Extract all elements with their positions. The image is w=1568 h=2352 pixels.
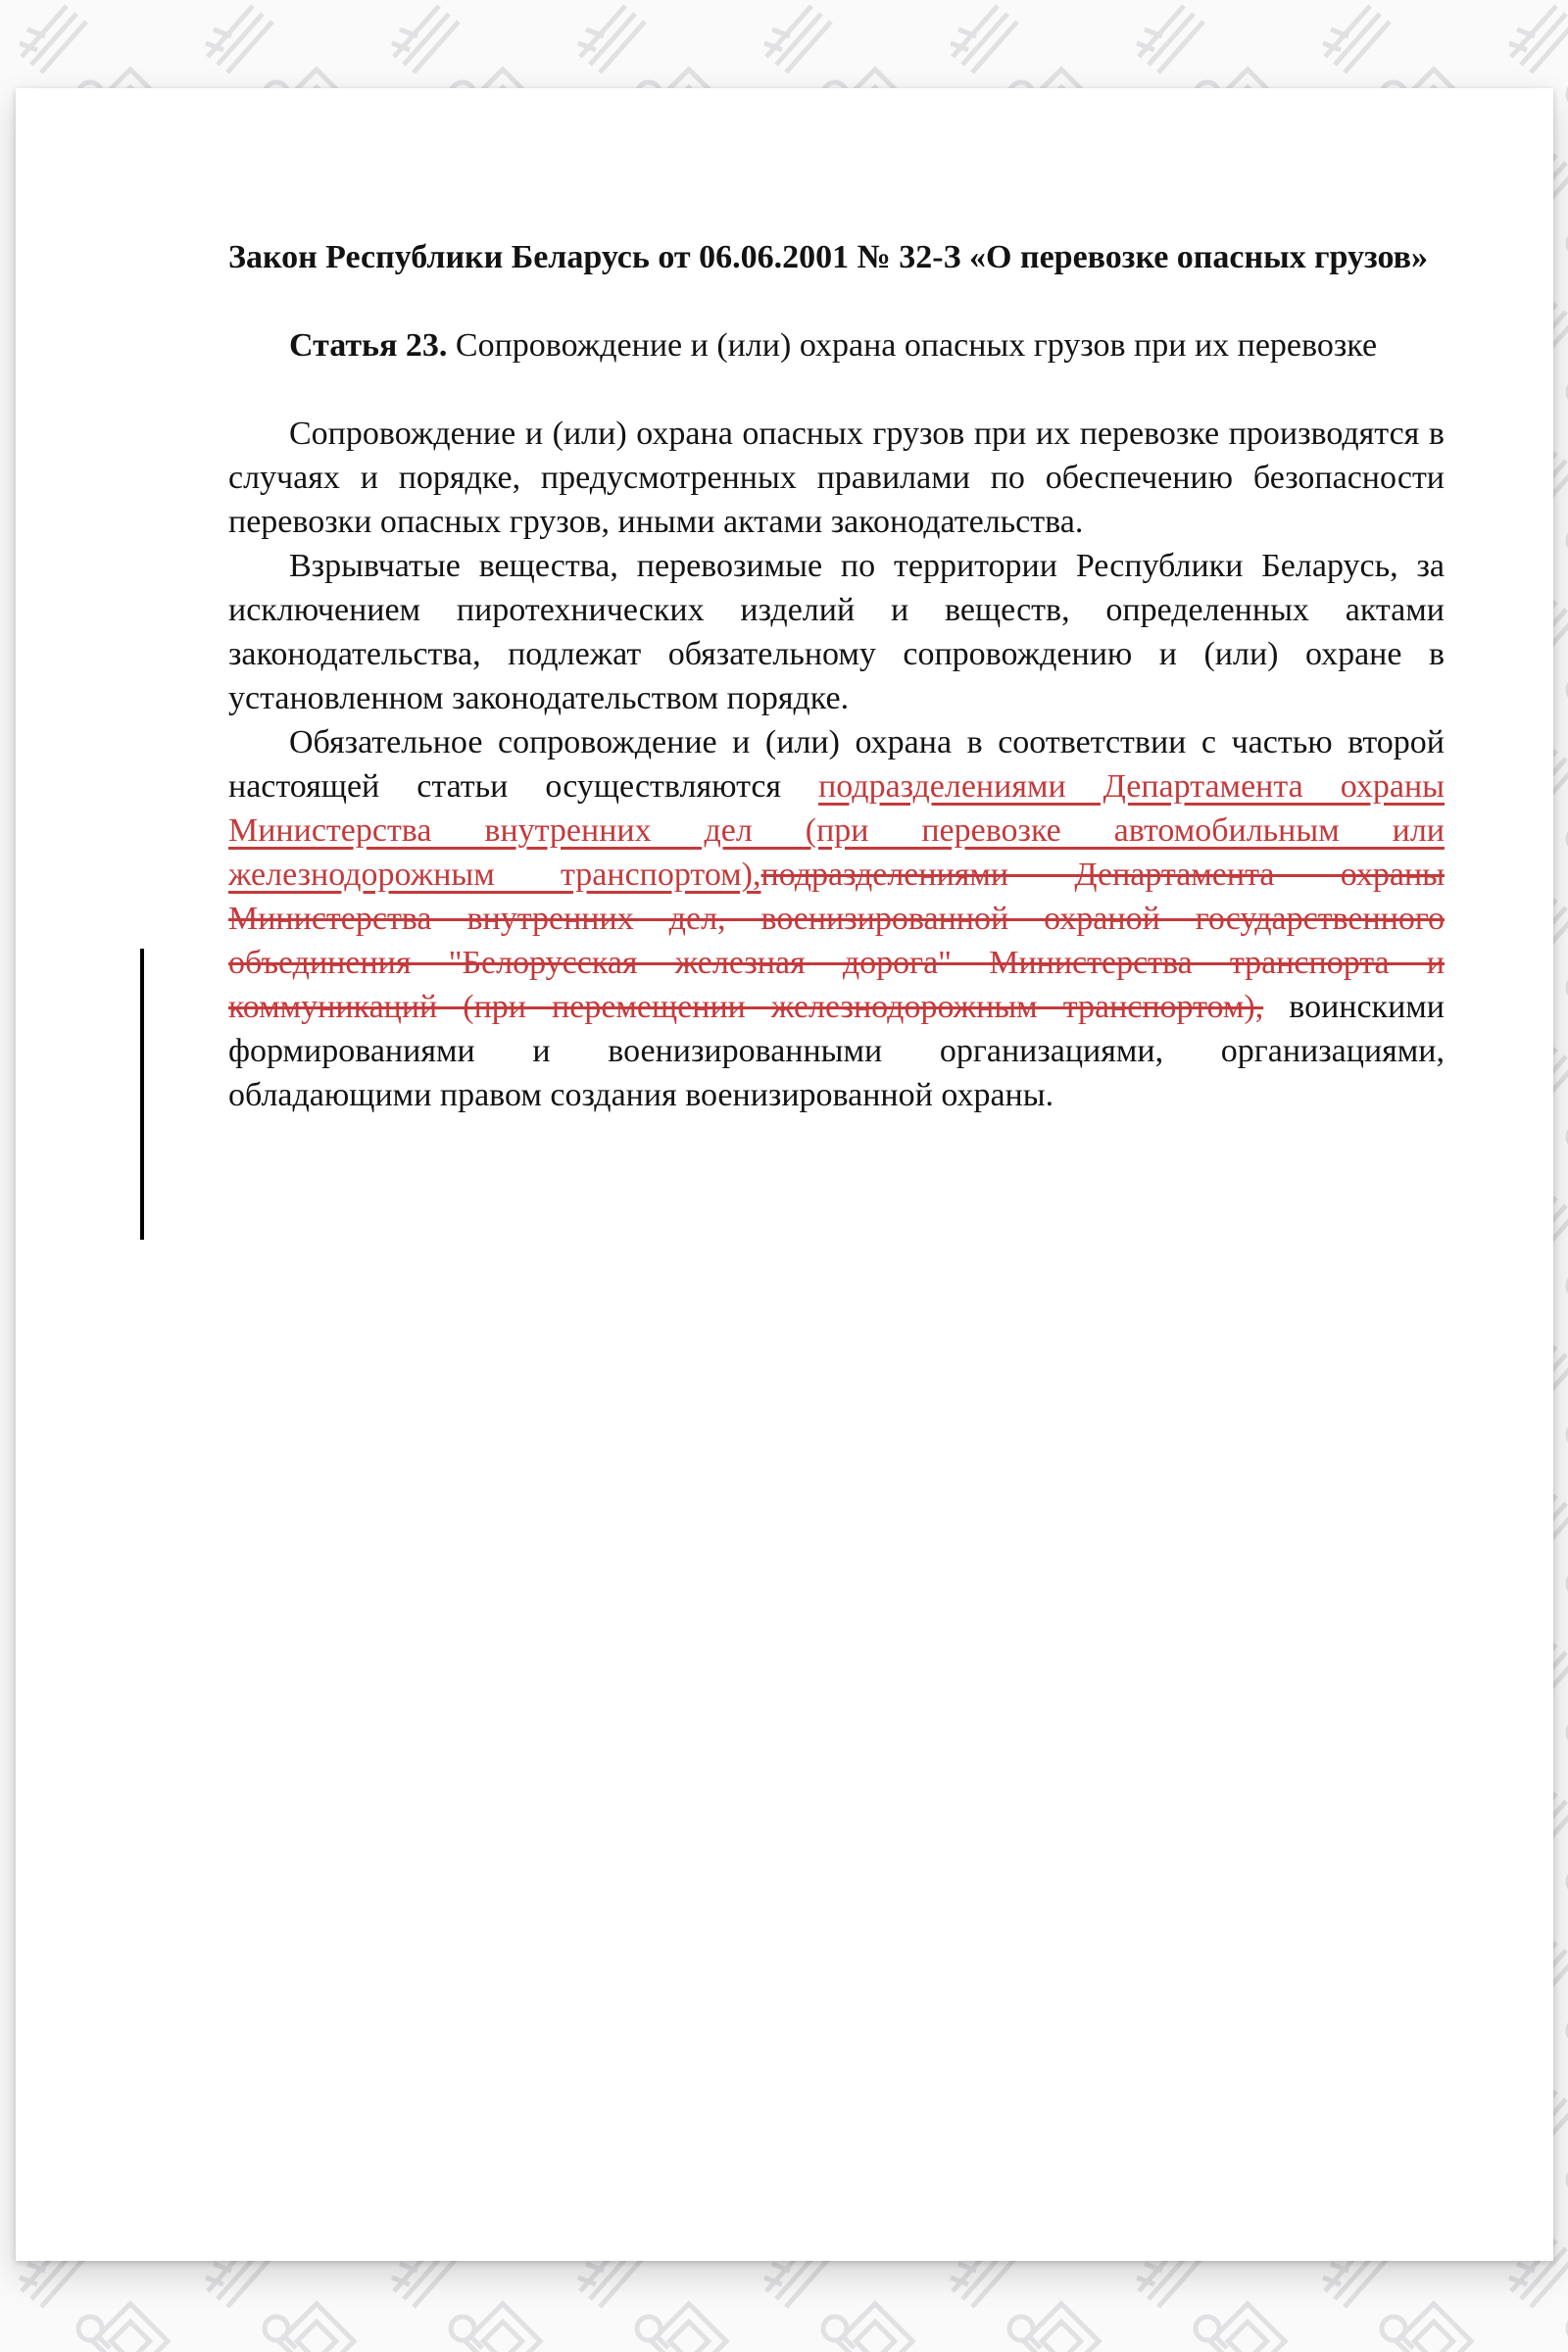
text-run: Взрывчатые вещества, перевозимые по территории Республики Беларусь, за исключением пиротехнических изделий и веществ, определенных актами законодательства, подлежат обязательному сопровождению и (или) охране в установленном законодательством порядке. bbox=[228, 548, 1445, 716]
revision-change-bar bbox=[140, 949, 144, 1240]
inserted-text-run: подразделениями Департамента охраны Министерства внутренних дел (при перевозке автомобильным или железнодорожным транспортом), bbox=[228, 768, 1445, 893]
document-page bbox=[16, 88, 1553, 2261]
article-number-label: Статья 23. bbox=[289, 327, 448, 364]
text-run: Обязательное сопровождение и (или) охрана в соответствии с частью второй настоящей статьи осуществляются bbox=[228, 724, 1445, 805]
deleted-text-run: подразделениями Департамента охраны Министерства внутренних дел, военизированной охраной государственного объединения "Белорусская железная дорога" Министерства транспорта и коммуникаций (при перемещении железнодорожным транспортом), bbox=[228, 857, 1445, 1025]
paragraph bbox=[228, 544, 1445, 720]
article-heading bbox=[228, 323, 1445, 368]
paragraph bbox=[228, 412, 1445, 544]
document-content bbox=[228, 235, 1445, 1117]
text-run: Сопровождение и (или) охрана опасных грузов при их перевозке производятся в случаях и порядке, предусмотренных правилами по обеспечению безопасности перевозки опасных грузов, иными актами законодательства. bbox=[228, 416, 1445, 540]
paragraphs bbox=[228, 412, 1445, 1117]
document-title: Закон Республики Беларусь от 06.06.2001 № 32-З «О перевозке опасных грузов» bbox=[228, 239, 1428, 275]
text-run: воинскими формированиями и военизированными организациями, организациями, обладающими правом создания военизированной охраны. bbox=[228, 989, 1445, 1113]
paragraph bbox=[228, 720, 1445, 1117]
article-heading-text: Сопровождение и (или) охрана опасных грузов при их перевозке bbox=[455, 327, 1378, 364]
